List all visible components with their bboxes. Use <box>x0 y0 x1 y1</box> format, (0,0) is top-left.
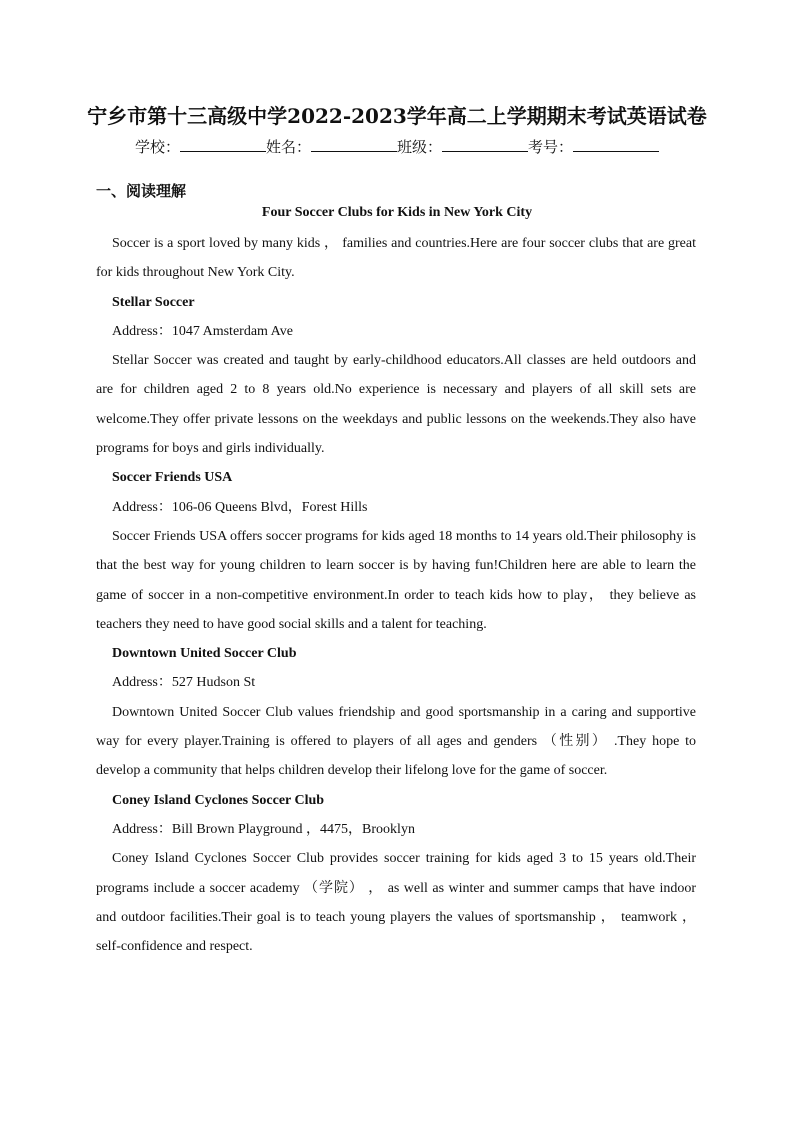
passage-title: Four Soccer Clubs for Kids in New York City <box>261 205 533 220</box>
student-info-line <box>0 136 794 157</box>
club-description: Stellar Soccer was created and taught by early-childhood educators.All classes are held outdoors and are for children aged 2 to 8 years old.No experience is necessary and players of all skill sets are welcome.They offer private lessons on the weekdays and public lessons on the weekends.They also have programs for boys and girls individually. <box>96 353 696 457</box>
club-description: Coney Island Cyclones Soccer Club provides soccer training for kids aged 3 to 15 years old.Their programs include a soccer academy （学院） ， as well as winter and summer camps that have indoor and outdoor facilities.Their goal is to teach young players the values of sportsmanship ， teamwork ， self-confidence and respect. <box>96 851 696 955</box>
school-label: 学校： <box>134 138 180 156</box>
club-address: Address：Bill Brown Playground ，4475，Brooklyn <box>112 821 415 837</box>
passage-body <box>96 229 696 961</box>
club-address: Address：1047 Amsterdam Ave <box>112 323 293 339</box>
club-description: Soccer Friends USA offers soccer programs for kids aged 18 months to 14 years old.Their philosophy is that the best way for young children to learn soccer is by having fun!Children here are able to learn the game of soccer in a non-competitive environment.In order to teach kids how to play， they believe as teachers they need to have good social skills and a talent for teaching. <box>96 528 696 632</box>
club-name: Stellar Soccer <box>112 294 195 310</box>
section-heading: 一、阅读理解 <box>96 182 187 200</box>
class-blank[interactable] <box>442 137 528 152</box>
name-label: 姓名： <box>265 138 311 156</box>
name-blank[interactable] <box>311 137 397 152</box>
club-name: Downtown United Soccer Club <box>112 646 297 662</box>
club-name: Soccer Friends USA <box>112 470 233 486</box>
club-name: Coney Island Cyclones Soccer Club <box>112 792 325 808</box>
club-address: Address：106-06 Queens Blvd，Forest Hills <box>112 499 368 515</box>
club-address: Address：527 Hudson St <box>112 675 256 691</box>
number-label: 考号： <box>528 138 574 156</box>
class-label: 班级： <box>397 138 443 156</box>
club-description: Downtown United Soccer Club values friendship and good sportsmanship in a caring and supportive way for every player.Training is offered to players of all ages and genders （性别） .They hope to develop a community that helps children develop their lifelong love for the game of soccer. <box>96 704 696 779</box>
number-blank[interactable] <box>573 137 659 152</box>
exam-title: 宁乡市第十三高级中学2022-2023学年高二上学期期末考试英语试卷 <box>87 104 707 128</box>
school-blank[interactable] <box>180 137 266 152</box>
passage-intro: Soccer is a sport loved by many kids ， families and countries.Here are four soccer clubs that are great for kids throughout New York City. <box>96 236 696 281</box>
